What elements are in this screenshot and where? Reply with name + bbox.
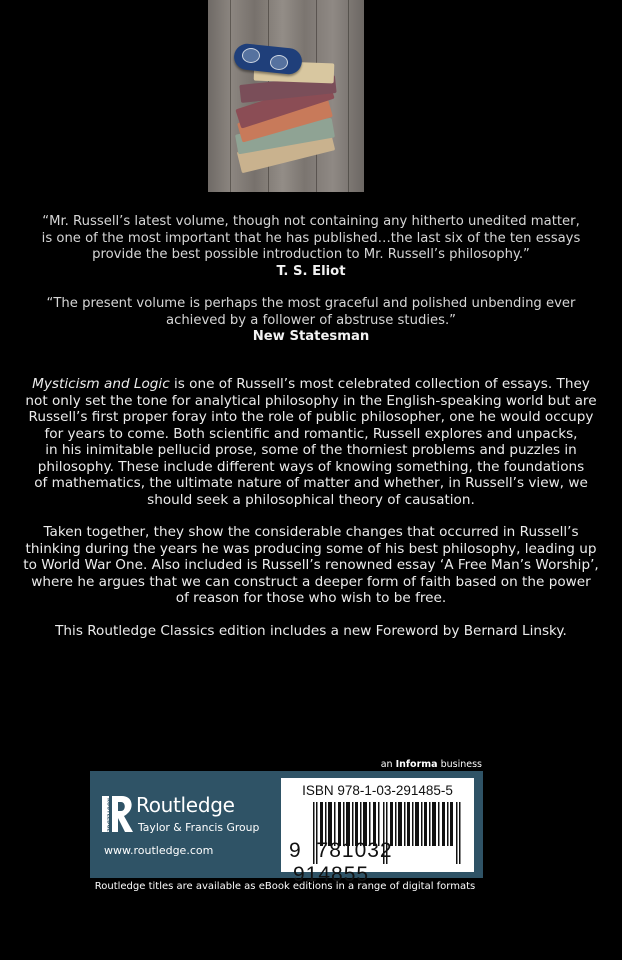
review-quote-eliot — [0, 214, 622, 280]
blurb-line: Taken together, they show the considerable changes that occurred in Russell’s — [43, 524, 579, 540]
informa-prefix: an — [380, 759, 396, 770]
quote-line: is one of the most important that he has published…the last six of the ten essays — [41, 230, 581, 246]
barcode-first-digit: 9 — [289, 839, 301, 862]
blurb-line: in his inimitable pellucid prose, some of the thorniest problems and puzzles in — [45, 442, 577, 458]
publisher-panel — [90, 771, 483, 886]
spectacles-lens — [270, 55, 288, 70]
svg-text:ROUTLEDGE: ROUTLEDGE — [105, 798, 112, 832]
blurb-line: Russell’s first proper foray into the role of public philosopher, one he would occupy — [28, 409, 594, 425]
publisher-name: Routledge — [136, 793, 235, 817]
barcode-digits — [289, 839, 469, 887]
informa-name: Informa — [395, 759, 438, 770]
quote-source: New Statesman — [252, 329, 370, 345]
blurb-line: philosophy. These include different ways of knowing something, the foundations — [37, 458, 585, 475]
blurb-paragraph-1 — [14, 376, 608, 508]
blurb-line: for years to come. Both scientific and romantic, Russell explores and unpacks, — [44, 425, 578, 442]
blurb-line: should seek a philosophical theory of causation. — [147, 491, 475, 508]
isbn-barcode-box — [281, 778, 474, 886]
review-quote-new-statesman — [0, 296, 622, 346]
blurb-line: This Routledge Classics edition includes a new Foreword by Bernard Linsky. — [55, 623, 567, 639]
blurb-line: where he argues that we can construct a deeper form of faith based on the power — [31, 573, 591, 590]
quote-source: T. S. Eliot — [276, 263, 346, 279]
blurb-paragraph-3 — [14, 623, 608, 640]
blurb-line: thinking during the years he was producing some of his best philosophy, leading up — [25, 540, 597, 557]
quote-line: “The present volume is perhaps the most graceful and polished unbending ever — [46, 296, 576, 311]
plank-line — [348, 0, 349, 192]
plank-line — [230, 0, 231, 192]
quote-line: “Mr. Russell’s latest volume, though not containing any hitherto unedited matter, — [42, 214, 580, 229]
informa-suffix: business — [437, 759, 482, 770]
blurb-line: to World War One. Also included is Russell’s renowned essay ‘A Free Man’s Worship’, — [23, 557, 599, 573]
cover-photo — [208, 0, 364, 192]
blurb-paragraph-2 — [14, 524, 608, 607]
blurb-line: of mathematics, the ultimate nature of matter and whether, in Russell’s view, we — [34, 475, 588, 491]
isbn-label: ISBN 978-1-03-291485-5 — [302, 783, 453, 798]
routledge-r-logo-icon — [102, 794, 138, 834]
barcode-group-2: 914855 — [293, 863, 370, 886]
blurb-text: is one of Russell’s most celebrated collection of essays. They — [169, 376, 590, 392]
barcode-group-1: 781032 — [316, 839, 393, 862]
ebook-availability-note: Routledge titles are available as eBook editions in a range of digital formats — [94, 881, 476, 892]
quote-line: achieved by a follower of abstruse studies.” — [165, 312, 456, 328]
spectacles-lens — [242, 48, 260, 63]
book-title: Mysticism and Logic — [32, 376, 170, 392]
blurb-line — [14, 376, 608, 393]
informa-tagline — [381, 759, 482, 770]
blurb-line: not only set the tone for analytical philosophy in the English-speaking world but are — [25, 392, 597, 409]
quote-line: provide the best possible introduction to Mr. Russell’s philosophy.” — [92, 247, 530, 263]
publisher-url[interactable]: www.routledge.com — [104, 844, 214, 857]
blurb-line: of reason for those who wish to be free. — [175, 590, 447, 606]
publisher-group: Taylor & Francis Group — [138, 821, 260, 834]
